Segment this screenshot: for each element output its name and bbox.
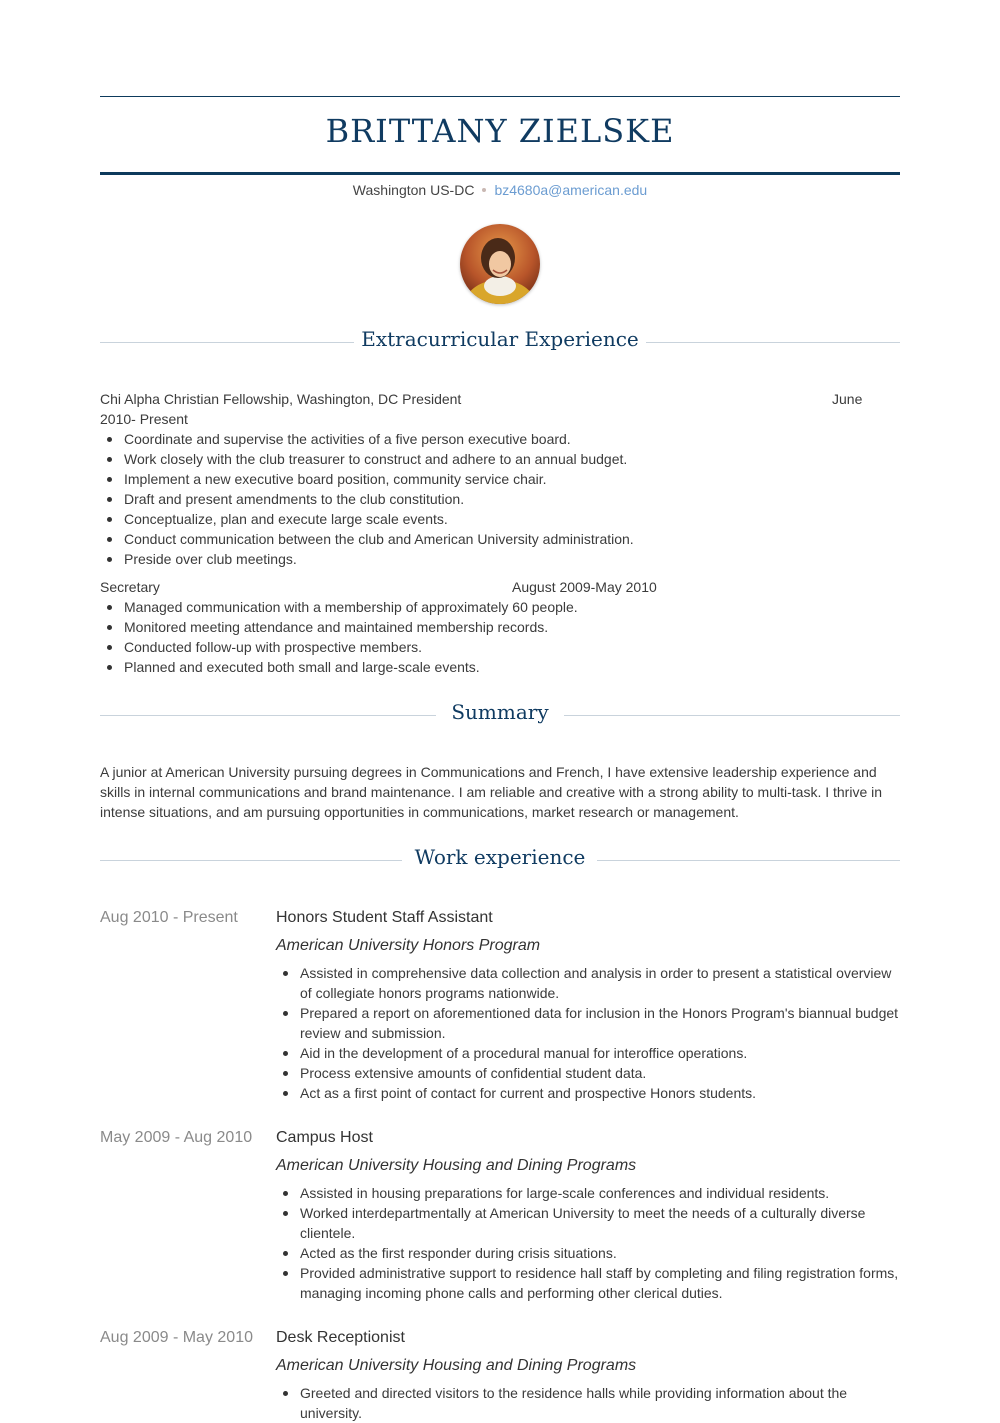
list-item: Conduct communication between the club and American University administration.: [100, 529, 900, 549]
header-top-rule: [100, 96, 900, 97]
secretary-date: August 2009-May 2010: [512, 579, 657, 595]
section-title: Work experience: [414, 845, 586, 869]
list-item: Implement a new executive board position, community service chair.: [100, 469, 900, 489]
list-item: Draft and present amendments to the club constitution.: [100, 489, 900, 509]
president-title: Chi Alpha Christian Fellowship, Washington, DC President: [100, 391, 462, 407]
list-item: Worked interdepartmentally at American University to meet the needs of a culturally diverse clientele.: [276, 1203, 900, 1243]
list-item: Prepared a report on aforementioned data for inclusion in the Honors Program's biannual budget review and submission.: [276, 1003, 900, 1043]
section-header-extracurricular: [100, 327, 900, 357]
section-title: Extracurricular Experience: [361, 327, 639, 351]
avatar: [460, 224, 540, 304]
job-bullet-list: [276, 1183, 900, 1303]
list-item: Provided administrative support to residence hall staff by completing and filing registration forms, managing incoming phone calls and performing other clerical duties.: [276, 1263, 900, 1303]
job-role: Desk Receptionist: [276, 1329, 405, 1346]
summary-text: A junior at American University pursuing degrees in Communications and French, I have extensive leadership experience and skills in internal communications and brand maintenance. I am reliable and creative with a strong ability to multi-task. I thrive in intense situations, and am pursuing opportunities in communications, market research or management.: [100, 764, 883, 820]
job-role: Campus Host: [276, 1129, 373, 1146]
president-bullet-list: [100, 429, 900, 569]
location: Washington US-DC: [352, 182, 475, 198]
secretary-title: Secretary: [100, 579, 160, 595]
separator-dot-icon: [482, 188, 486, 192]
list-item: Assisted in comprehensive data collection and analysis in order to present a statistical overview of collegiate honors programs nationwide.: [276, 963, 900, 1003]
list-item: Act as a first point of contact for current and prospective Honors students.: [276, 1083, 900, 1103]
job-organization: American University Honors Program: [276, 937, 541, 954]
job-organization: American University Housing and Dining Programs: [276, 1157, 637, 1174]
job-organization: American University Housing and Dining Programs: [276, 1357, 637, 1374]
secretary-bullet-list: [100, 597, 900, 677]
candidate-name: BRITTANY ZIELSKE: [325, 112, 675, 150]
job-role: Honors Student Staff Assistant: [276, 909, 493, 926]
list-item: Greeted and directed visitors to the residence halls while providing information about the university.: [276, 1383, 900, 1423]
list-item: Process extensive amounts of confidential student data.: [276, 1063, 900, 1083]
list-item: Monitored meeting attendance and maintained membership records.: [100, 617, 900, 637]
job-dates: Aug 2009 - May 2010: [100, 1329, 253, 1346]
list-item: Preside over club meetings.: [100, 549, 900, 569]
president-date-rest: 2010- Present: [100, 411, 188, 427]
job-bullet-list: [276, 963, 900, 1103]
header-bottom-rule: [100, 172, 900, 175]
job-dates: Aug 2010 - Present: [100, 909, 238, 926]
list-item: Planned and executed both small and large-scale events.: [100, 657, 900, 677]
job-bullet-list: [276, 1383, 900, 1423]
list-item: Acted as the first responder during crisis situations.: [276, 1243, 900, 1263]
email-link[interactable]: bz4680a@american.edu: [494, 182, 648, 198]
section-header-summary: [100, 700, 900, 730]
list-item: Coordinate and supervise the activities of a five person executive board.: [100, 429, 900, 449]
list-item: Assisted in housing preparations for large-scale conferences and individual residents.: [276, 1183, 900, 1203]
job-dates: May 2009 - Aug 2010: [100, 1129, 253, 1146]
section-title: Summary: [451, 700, 549, 724]
list-item: Aid in the development of a procedural manual for interoffice operations.: [276, 1043, 900, 1063]
contact-line: [100, 182, 900, 198]
list-item: Managed communication with a membership of approximately 60 people.: [100, 597, 900, 617]
section-header-work: [100, 845, 900, 875]
president-date-start: June: [832, 391, 863, 407]
list-item: Conceptualize, plan and execute large scale events.: [100, 509, 900, 529]
list-item: Work closely with the club treasurer to construct and adhere to an annual budget.: [100, 449, 900, 469]
list-item: Conducted follow-up with prospective members.: [100, 637, 900, 657]
